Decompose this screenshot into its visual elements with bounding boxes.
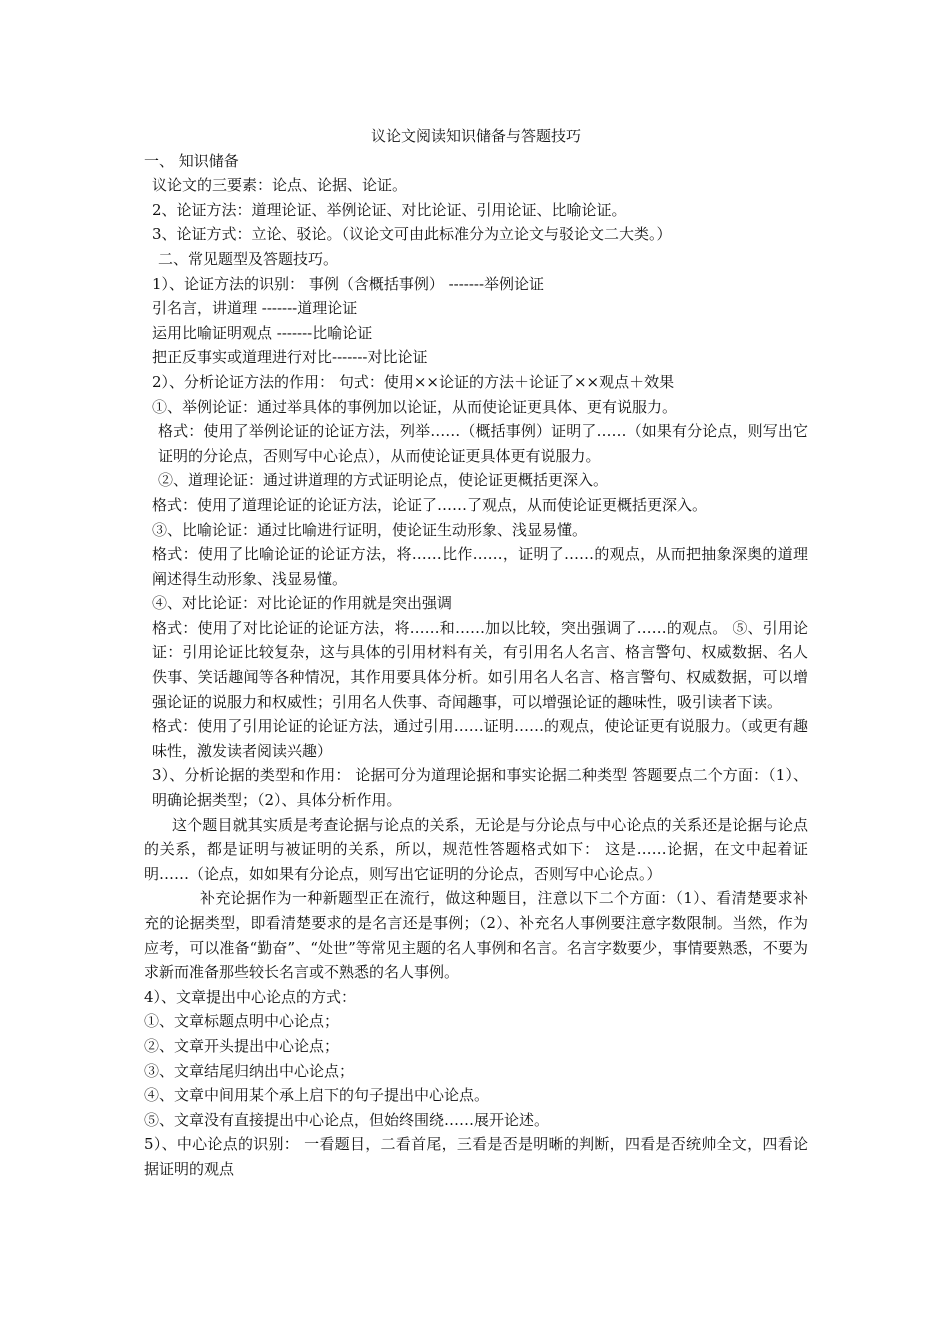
paragraph: 3）、分析论据的类型和作用： 论据可分为道理论据和事实论据二种类型 答题要点二个方面：（1）、明确论据类型；（2）、具体分析作用。	[152, 766, 808, 810]
paragraph: ①、举例论证：通过举具体的事例加以论证，从而使论证更具体、更有说服力。	[152, 397, 678, 416]
paragraph: 补充论据作为一种新题型正在流行，做这种题目，注意以下二个方面：（1）、看清楚要求补充的论据类型，即看清楚要求的是名言还是事例；（2）、补充名人事例要注意字数限制。当然，作为应考，可以准备“勤奋”、“处世”等常见主题的名人事例和名言。名言字数要少，事情要熟悉，不要为求新而准备那些较长名言或不熟悉的名人事例。	[144, 889, 808, 982]
paragraph: 格式：使用了道理论证的论证方法，论证了……了观点，从而使论证更概括更深入。	[152, 495, 708, 514]
paragraph: 议论文的三要素：论点、论据、论证。	[152, 176, 408, 195]
document-page	[144, 124, 808, 1182]
paragraph: 2）、分析论证方法的作用： 句式：使用××论证的方法＋论证了××观点＋效果	[152, 372, 675, 391]
paragraph: ③、比喻论证：通过比喻进行证明，使论证生动形象、浅显易懂。	[152, 520, 588, 539]
paragraph: 二、常见题型及答题技巧。	[158, 249, 339, 268]
paragraph: ②、文章开头提出中心论点；	[144, 1036, 340, 1055]
paragraph: 格式：使用了举例论证的论证方法，列举……（概括事例）证明了……（如果有分论点，则写出它证明的分论点，否则写中心论点），从而使论证更具体更有说服力。	[158, 422, 808, 465]
paragraph: 一、 知识储备	[144, 151, 239, 170]
paragraph: 5）、中心论点的识别： 一看题目，二看首尾，三看是否是明晰的判断，四看是否统帅全文，四看论据证明的观点	[144, 1135, 808, 1178]
paragraph: 把正反事实或道理进行对比-------对比论证	[152, 348, 428, 367]
document-title: 议论文阅读知识储备与答题技巧	[370, 127, 581, 145]
paragraph: ④、文章中间用某个承上启下的句子提出中心论点。	[144, 1086, 490, 1105]
paragraph: 格式：使用了对比论证的论证方法，将……和……加以比较，突出强调了……的观点。 ⑤、引用论证：引用论证比较复杂，这与具体的引用材料有关，有引用名人名言、格言警句、权威数据、名人佚事、笑话趣闻等各种情况，其作用要具体分析。如引用名人名言、格言警句、权威数据，可以增强论证的说服力和权威性；引用名人佚事、奇闻趣事，可以增强论证的趣味性，吸引读者下读。	[152, 618, 808, 711]
paragraph: ①、文章标题点明中心论点；	[144, 1012, 340, 1031]
paragraph: ④、对比论证：对比论证的作用就是突出强调	[152, 594, 453, 613]
paragraph: ②、道理论证：通过讲道理的方式证明论点，使论证更概括更深入。	[158, 471, 609, 490]
paragraph: 运用比喻证明观点 -------比喻论证	[152, 323, 373, 342]
paragraph: 1）、论证方法的识别： 事例（含概括事例） -------举例论证	[152, 274, 545, 293]
paragraph: ⑤、文章没有直接提出中心论点，但始终围绕……展开论述。	[144, 1110, 550, 1129]
paragraph: 4）、文章提出中心论点的方式：	[144, 987, 357, 1006]
paragraph: 格式：使用了引用论证的论证方法，通过引用……证明……的观点，使论证更有说服力。（或更有趣味性，激发读者阅读兴趣）	[152, 717, 808, 760]
paragraph: 这个题目就其实质是考查论据与论点的关系，无论是与分论点与中心论点的关系还是论据与论点的关系，都是证明与被证明的关系，所以，规范性答题格式如下： 这是……论据，在文中起着证明……（论点，如如果有分论点，则写出它证明的分论点，否则写中心论点。）	[144, 815, 808, 883]
document-body	[144, 149, 808, 1182]
paragraph: 3、论证方式：立论、驳论。（议论文可由此标准分为立论文与驳论文二大类。）	[152, 225, 672, 244]
paragraph: 格式：使用了比喻论证的论证方法，将……比作……，证明了……的观点，从而把抽象深奥的道理阐述得生动形象、浅显易懂。	[152, 545, 808, 588]
paragraph: 引名言，讲道理 -------道理论证	[152, 299, 358, 318]
paragraph: 2、论证方法：道理论证、举例论证、对比论证、引用论证、比喻论证。	[152, 200, 627, 219]
paragraph: ③、文章结尾归纳出中心论点；	[144, 1061, 355, 1080]
